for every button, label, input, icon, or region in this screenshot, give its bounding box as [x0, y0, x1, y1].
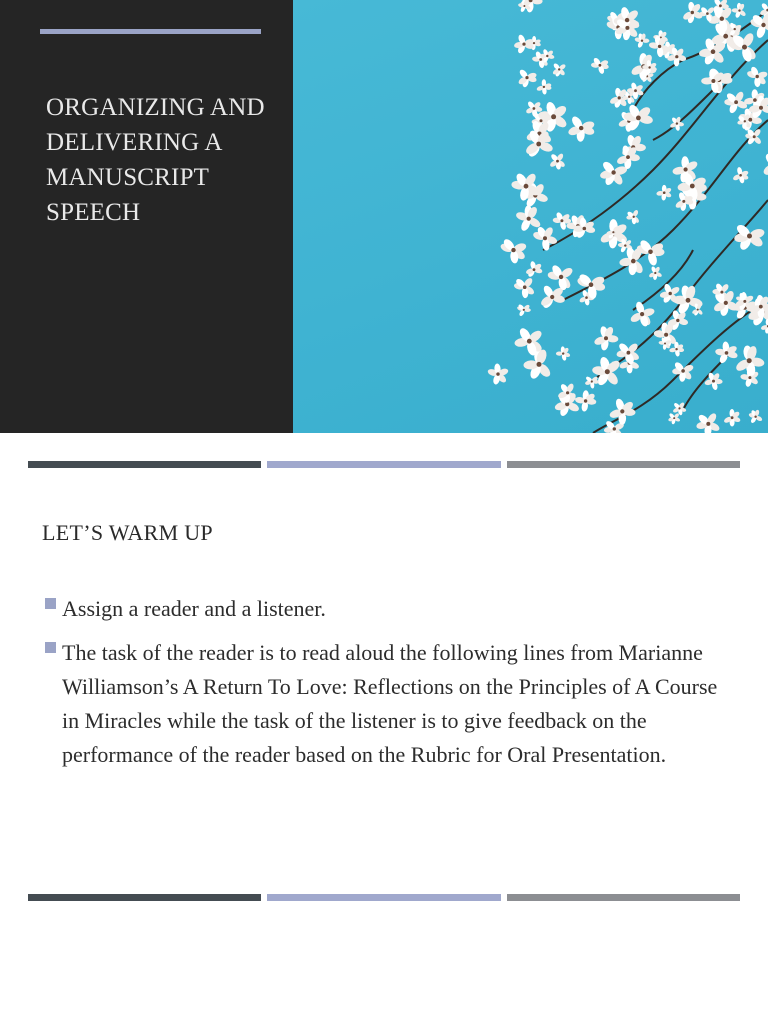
blossom	[593, 325, 618, 351]
square-bullet-icon	[45, 598, 56, 609]
blossom	[762, 150, 768, 181]
blossom	[712, 282, 730, 301]
blossom	[591, 57, 609, 75]
divider-bar-gray	[507, 894, 740, 901]
blossom	[549, 153, 566, 170]
blossom	[556, 346, 571, 361]
blossom	[723, 409, 741, 427]
list-item	[44, 636, 734, 772]
divider-bar-gray	[507, 461, 740, 468]
blossom	[732, 3, 747, 19]
blossom	[668, 413, 681, 425]
blossom	[699, 6, 715, 22]
blossom	[704, 372, 723, 391]
blossom	[576, 272, 606, 299]
blossom	[567, 115, 595, 142]
blossom	[656, 185, 672, 201]
section-heading: LET’S WARM UP	[42, 520, 213, 545]
blossom	[515, 205, 542, 232]
blossom	[746, 66, 768, 88]
title-slide	[0, 0, 768, 433]
blossom	[648, 266, 662, 280]
blossom	[748, 409, 763, 424]
blossom	[525, 261, 543, 278]
blossom	[487, 363, 509, 385]
blossom	[732, 167, 749, 184]
blossom	[514, 34, 535, 55]
blossom	[552, 62, 567, 77]
divider-bar-periwinkle	[267, 894, 500, 901]
divider-bar-dark	[28, 894, 261, 901]
blossom	[513, 277, 535, 299]
blossom	[715, 341, 739, 364]
divider-bar-dark	[28, 461, 261, 468]
blossom	[547, 264, 574, 291]
blossom	[745, 128, 762, 146]
divider-bars-top	[28, 461, 740, 469]
slide-title: ORGANIZING AND DELIVERING A MANUSCRIPT SPEECH	[46, 94, 265, 226]
branch	[563, 120, 768, 300]
blossom	[734, 345, 765, 377]
blossom	[629, 301, 655, 328]
blossom	[523, 348, 552, 380]
divider-bar-periwinkle	[267, 461, 500, 468]
blossom	[669, 342, 684, 357]
title-panel	[0, 0, 293, 433]
blossom	[609, 398, 636, 425]
blossom	[672, 402, 687, 416]
blossom	[585, 376, 599, 389]
square-bullet-icon	[45, 642, 56, 653]
divider-bars-bottom	[28, 894, 740, 902]
list-item	[44, 592, 734, 626]
accent-bar	[40, 29, 261, 34]
bullet-list	[44, 592, 734, 782]
blossom	[733, 223, 765, 252]
blossom	[696, 412, 721, 433]
list-item-text: Assign a reader and a listener.	[62, 596, 326, 621]
blossom	[536, 79, 552, 94]
blossom	[517, 303, 531, 316]
magnolia-tree-photo	[293, 0, 768, 433]
blossom	[517, 68, 537, 88]
branch	[653, 90, 713, 140]
list-item-text: The task of the reader is to read aloud the following lines from Marianne Williamson’s A Return To Love: Reflections on the Principles of A Course in Miracles while the task of the listener is to give feedback on the performance of the reader based on the Rubric for Oral Presentation.	[62, 640, 718, 767]
magnolia-illustration	[293, 0, 768, 433]
blossom	[499, 237, 527, 263]
blossom	[599, 160, 628, 187]
blossom	[626, 209, 640, 224]
blossom	[532, 226, 558, 251]
